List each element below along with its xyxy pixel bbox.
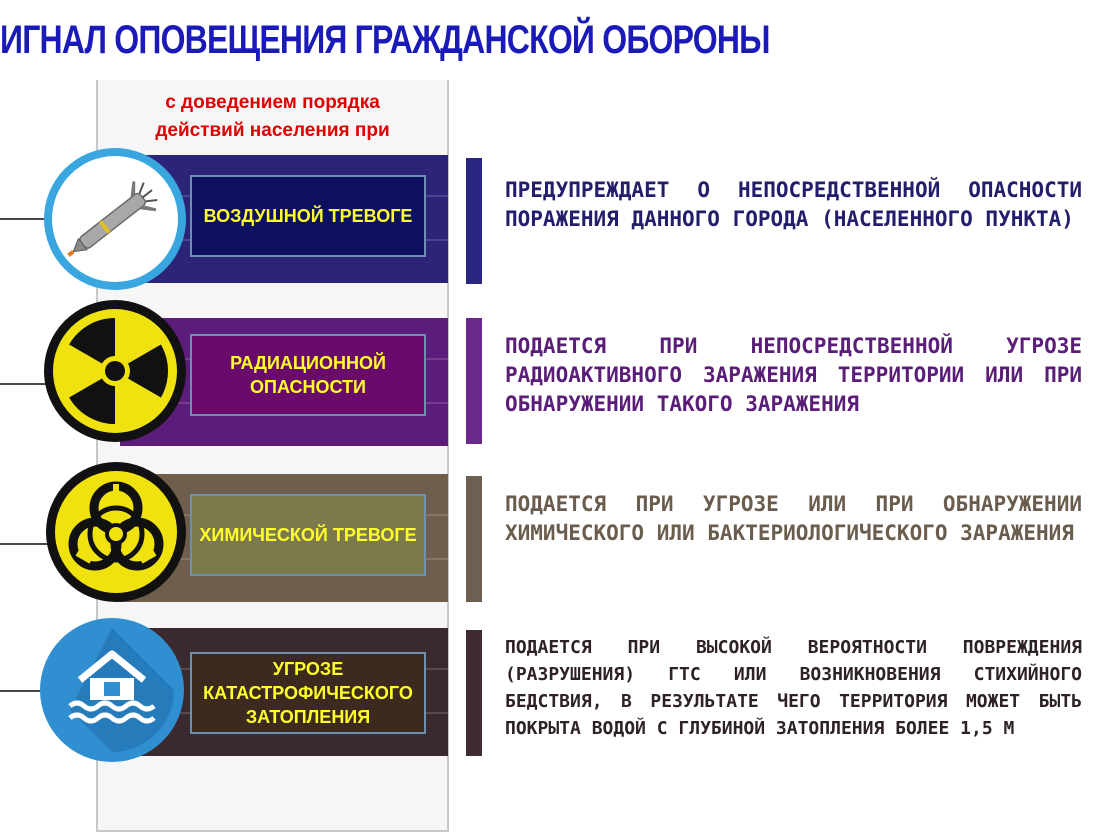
signal-label-flood: УГРОЗЕ КАТАСТРОФИЧЕСКОГО ЗАТОПЛЕНИЯ (190, 652, 426, 734)
signal-description-flood: ПОДАЕТСЯ ПРИ ВЫСОКОЙ ВЕРОЯТНОСТИ ПОВРЕЖДЕНИЯ (РАЗРУШЕНИЯ) ГТС ИЛИ ВОЗНИКНОВЕНИЯ СТИХИЙНОГО БЕДСТВИЯ, В РЕЗУЛЬТАТЕ ЧЕГО ТЕРРИТОРИЯ МОЖЕТ БЫТЬ ПОКРЫТА ВОДОЙ С ГЛУБИНОЙ ЗАТОПЛЕНИЯ БОЛЕЕ 1,5 М (505, 637, 1082, 739)
accent-bar (466, 476, 482, 602)
radiation-badge (44, 300, 186, 442)
signal-description-radiation: ПОДАЕТСЯ ПРИ НЕПОСРЕДСТВЕННОЙ УГРОЗЕ РАДИОАКТИВНОГО ЗАРАЖЕНИЯ ТЕРРИТОРИИ ИЛИ ПРИ ОБНАРУЖЕНИИ ТАКОГО ЗАРАЖЕНИЯ (505, 334, 1082, 416)
signal-label-chemical: ХИМИЧЕСКОЙ ТРЕВОГЕ (190, 494, 426, 576)
signal-description-chemical: ПОДАЕТСЯ ПРИ УГРОЗЕ ИЛИ ПРИ ОБНАРУЖЕНИИ ХИМИЧЕСКОГО ИЛИ БАКТЕРИОЛОГИЧЕСКОГО ЗАРАЖЕНИЯ (505, 492, 1082, 545)
chemical-badge (46, 462, 186, 602)
signal-label-air: ВОЗДУШНОЙ ТРЕВОГЕ (190, 175, 426, 257)
accent-bar (466, 158, 482, 284)
radiation-icon (44, 300, 186, 442)
biohazard-icon (46, 462, 186, 602)
subtitle: с доведением порядка действий населения при (155, 92, 390, 141)
accent-bar (466, 318, 482, 444)
page-title: ИГНАЛ ОПОВЕЩЕНИЯ ГРАЖДАНСКОЙ ОБОРОНЫ (0, 18, 770, 62)
missile-icon (44, 148, 186, 290)
flood-badge (40, 618, 184, 762)
signal-description-air: ПРЕДУПРЕЖДАЕТ О НЕПОСРЕДСТВЕННОЙ ОПАСНОСТИ ПОРАЖЕНИЯ ДАННОГО ГОРОДА (НАСЕЛЕННОГО ПУНКТА) (505, 178, 1082, 231)
accent-bar (466, 630, 482, 756)
air-raid-badge (44, 148, 186, 290)
signal-label-radiation: РАДИАЦИОННОЙ ОПАСНОСТИ (190, 334, 426, 416)
flood-house-icon (40, 618, 184, 762)
